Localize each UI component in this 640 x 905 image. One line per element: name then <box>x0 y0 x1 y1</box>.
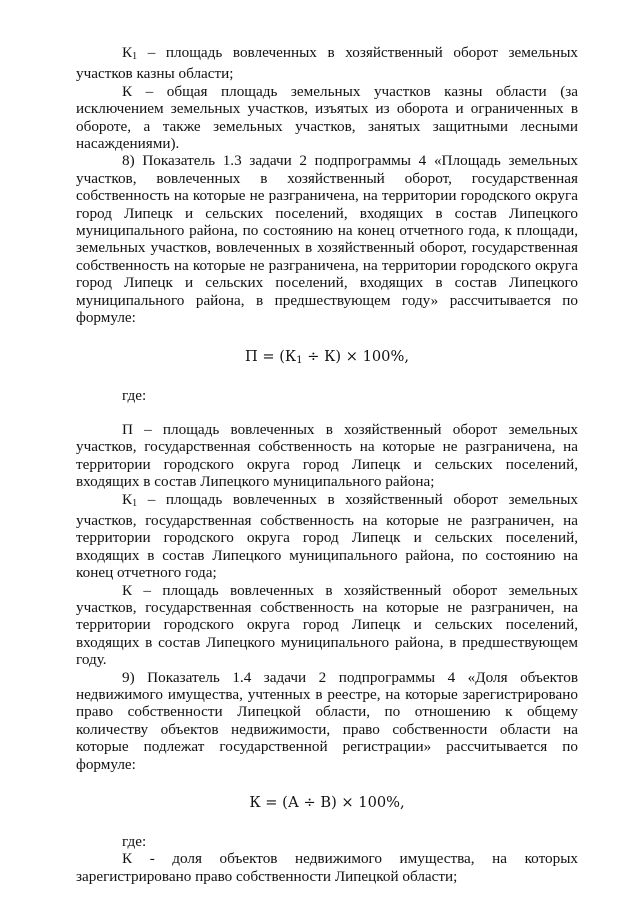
formula-subscript: 1 <box>296 354 303 366</box>
definition-text: – площадь вовлеченных в хозяйственный оборот земельных участков, государственная собственность на которые не разграничен, на территории городского округа город Липецк и сельских поселений, входящих в состав Липецкого муниципального района, по состоянию на конец отчетного года; <box>76 490 578 582</box>
formula-part: П = (К <box>245 347 297 365</box>
spacer <box>76 773 578 793</box>
spacer <box>76 327 578 347</box>
definition-k-share: К - доля объектов недвижимого имущества, на которых зарегистрировано право собственности Липецкой области; <box>76 850 578 885</box>
item-9-paragraph: 9) Показатель 1.4 задачи 2 подпрограммы 4 «Доля объектов недвижимого имущества, учтенных в реестре, на которые зарегистрировано право собственности Липецкой области, по отношению к общему количеству объектов недвижимости, право собственности области на которые подлежат государственной регистрации» рассчитывается по формуле: <box>76 668 578 773</box>
definition-k: К – площадь вовлеченных в хозяйственный оборот земельных участков, государственная собственность на которые не разграничен, на территории городского округа город Липецк и сельских поселений, входящих в состав Липецкого муниципального района, в предшествующем году. <box>76 581 578 669</box>
where-label: где: <box>122 386 147 404</box>
definition-k-treasury: К – общая площадь земельных участков казны области (за исключением земельных участков, изъятых из оборота и ограниченных в обороте, а также земельных участков, занятых защитными лесными насаждениями). <box>76 82 578 153</box>
spacer <box>76 813 578 833</box>
definition-k1-treasury <box>76 44 578 83</box>
where-label: где: <box>122 833 147 851</box>
subscript-1: 1 <box>132 51 138 62</box>
formula-part: ÷ К) × 100%, <box>302 347 409 365</box>
spacer <box>76 404 578 421</box>
item-8-paragraph: 8) Показатель 1.3 задачи 2 подпрограммы 4 «Площадь земельных участков, вовлеченных в хозяйственный оборот, государственная собственность на которые не разграничена, на территории городского округа город Липецк и сельских поселений, входящих в состав Липецкого муниципального района, по состоянию на конец отчетного года, к площади, земельных участков, вовлеченных в хозяйственный оборот, государственная собственность на которые не разграничена, на территории городского округа город Липецк и сельских поселений, входящих в состав Липецкого муниципального района, в предшествующем году» рассчитывается по формуле: <box>76 152 578 327</box>
definition-text: – площадь вовлеченных в хозяйственный оборот земельных участков казны области; <box>76 44 578 83</box>
formula-k: К = (А ÷ В) × 100%, <box>249 794 405 812</box>
spacer <box>76 367 578 387</box>
subscript-1: 1 <box>132 497 138 509</box>
symbol-k: К <box>122 490 133 508</box>
formula-p <box>76 347 578 367</box>
symbol-k: К <box>122 44 133 61</box>
document-page <box>76 44 578 885</box>
definition-k1 <box>76 491 578 582</box>
definition-p: П – площадь вовлеченных в хозяйственный оборот земельных участков, государственная собственность на которые не разграничена, на территории городского округа город Липецк и сельских поселений, входящих в состав Липецкого муниципального района; <box>76 420 578 491</box>
